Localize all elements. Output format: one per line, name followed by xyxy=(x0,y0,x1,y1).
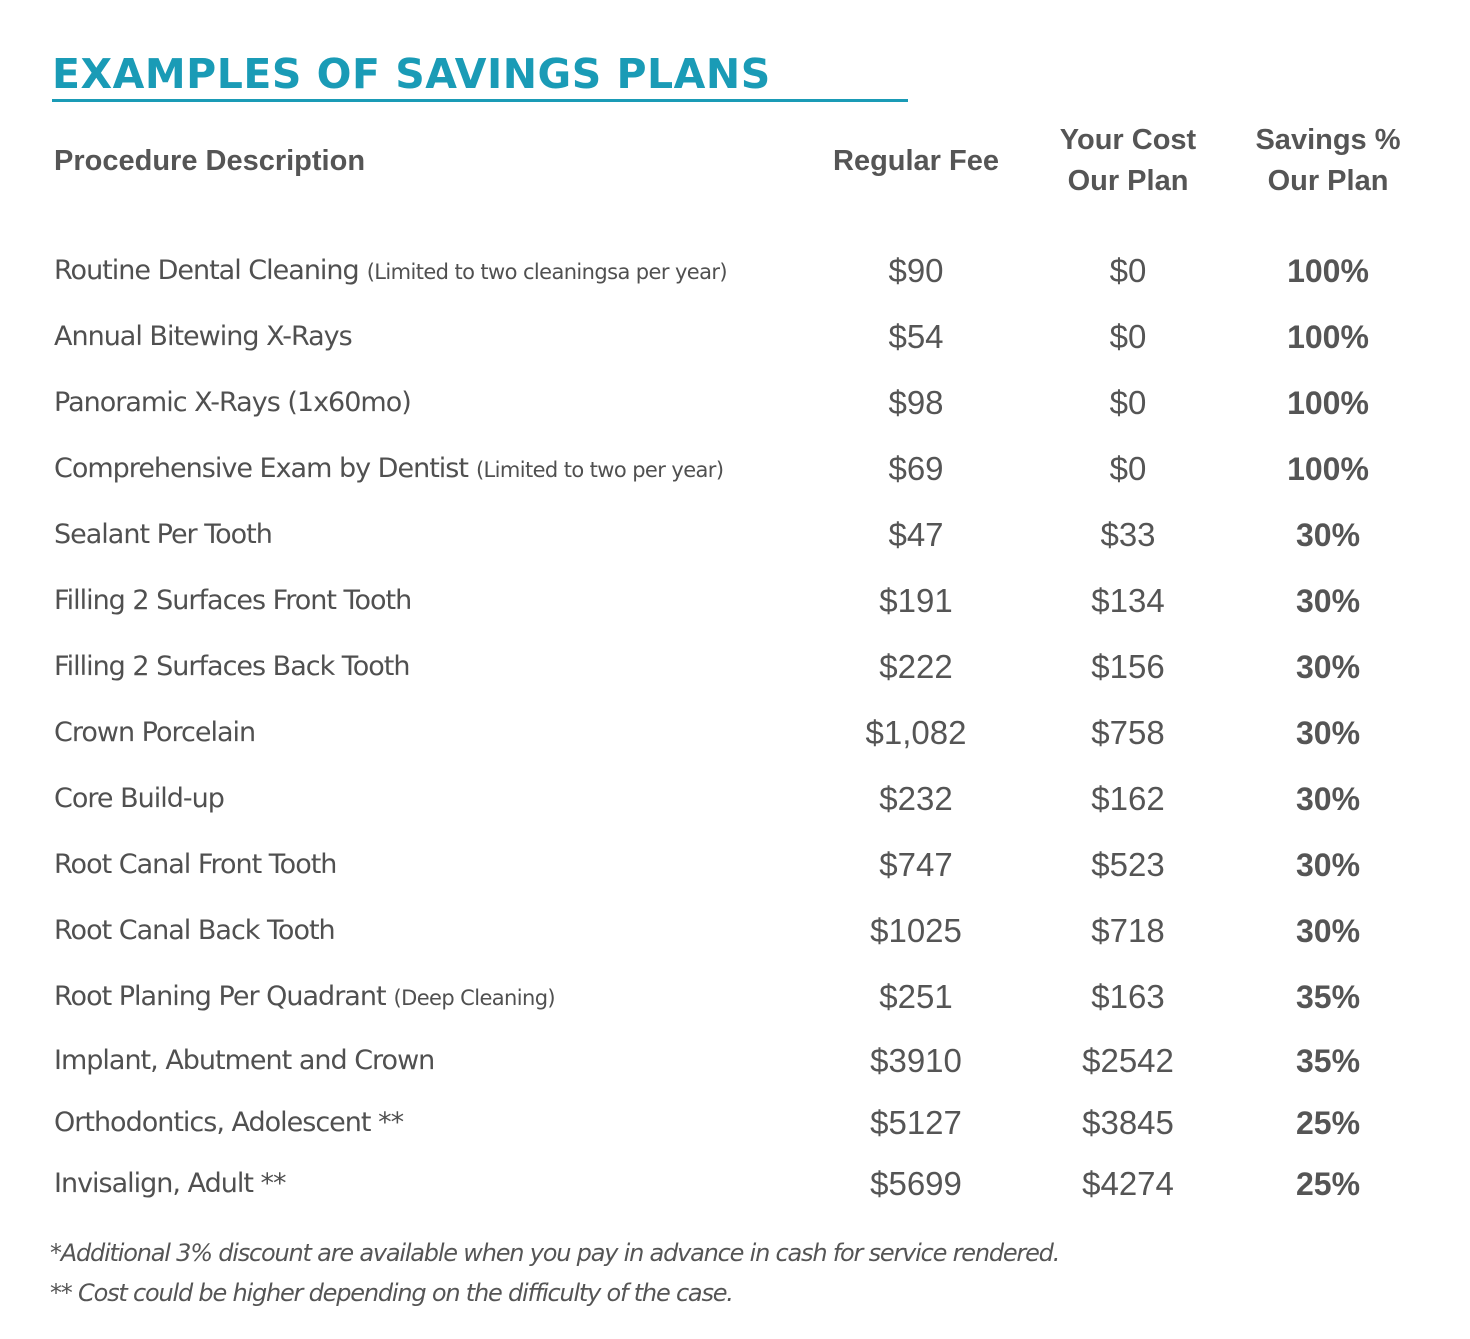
savings-cell: 100% xyxy=(1287,253,1369,289)
regular-fee-cell: $747 xyxy=(879,846,953,883)
savings-cell: 30% xyxy=(1295,649,1361,685)
your-cost-cell: $2542 xyxy=(1082,1042,1174,1079)
table-row xyxy=(0,436,1470,502)
procedure-note: (Deep Cleaning) xyxy=(393,986,556,1010)
procedure-cell xyxy=(54,634,417,700)
procedure-note: (Limited to two per year) xyxy=(475,458,724,482)
regular-fee-cell: $47 xyxy=(888,516,944,553)
procedure-name: Implant, Abutment and Crown xyxy=(54,1045,435,1076)
regular-fee-cell: $98 xyxy=(888,384,944,421)
table-row xyxy=(0,304,1470,370)
savings-cell: 30% xyxy=(1295,913,1361,949)
procedure-name: Filling 2 Surfaces Front Tooth xyxy=(54,585,412,616)
procedure-name: Core Build-up xyxy=(54,783,224,814)
savings-cell: 30% xyxy=(1295,781,1361,817)
procedure-cell xyxy=(54,832,344,898)
table-row xyxy=(0,1154,1470,1214)
procedure-name: Sealant Per Tooth xyxy=(54,519,272,550)
your-cost-cell: $0 xyxy=(1109,450,1147,487)
your-cost-cell: $0 xyxy=(1109,252,1147,289)
procedure-cell xyxy=(54,766,232,832)
regular-fee-cell: $232 xyxy=(879,780,953,817)
savings-cell: 100% xyxy=(1287,451,1369,487)
procedure-name: Filling 2 Surfaces Back Tooth xyxy=(54,651,410,682)
regular-fee-cell: $5127 xyxy=(870,1104,962,1141)
procedure-cell xyxy=(54,898,343,964)
regular-fee-cell: $191 xyxy=(879,582,953,619)
footnote-cost: ** Cost could be higher depending on the difficulty of the case. xyxy=(50,1279,733,1307)
savings-cell: 35% xyxy=(1295,1043,1361,1079)
regular-fee-cell: $54 xyxy=(888,318,944,355)
table-row xyxy=(0,238,1470,304)
procedure-cell xyxy=(54,1092,411,1154)
procedure-cell xyxy=(54,1030,442,1092)
procedure-name: Root Planing Per Quadrant xyxy=(54,981,386,1012)
regular-fee-cell: $3910 xyxy=(870,1042,962,1079)
savings-cell: 35% xyxy=(1295,979,1361,1015)
your-cost-cell: $134 xyxy=(1091,582,1165,619)
your-cost-cell: $163 xyxy=(1091,978,1165,1015)
procedure-name: Routine Dental Cleaning xyxy=(54,255,359,286)
header-savings-line2: Our Plan xyxy=(1267,165,1389,197)
title-underline xyxy=(52,99,908,102)
procedure-cell xyxy=(54,700,263,766)
regular-fee-cell: $251 xyxy=(879,978,953,1015)
page-title: EXAMPLES OF SAVINGS PLANS xyxy=(52,50,771,98)
savings-cell: 100% xyxy=(1287,385,1369,421)
header-your-cost-line2: Our Plan xyxy=(1067,165,1189,197)
procedure-cell xyxy=(54,1154,294,1214)
regular-fee-cell: $222 xyxy=(879,648,953,685)
your-cost-cell: $718 xyxy=(1091,912,1165,949)
header-savings xyxy=(1218,120,1438,202)
procedure-note: (Limited to two cleaningsa per year) xyxy=(366,260,727,284)
procedure-name: Orthodontics, Adolescent ** xyxy=(54,1107,404,1138)
table-row xyxy=(0,1030,1470,1092)
procedure-cell xyxy=(54,964,555,1030)
footnote-discount: *Additional 3% discount are available when you pay in advance in cash for service rendered. xyxy=(50,1239,1060,1267)
regular-fee-cell: $90 xyxy=(888,252,944,289)
header-savings-line1: Savings % xyxy=(1255,124,1401,156)
procedure-name: Root Canal Back Tooth xyxy=(54,915,335,946)
procedure-name: Comprehensive Exam by Dentist xyxy=(54,453,468,484)
header-your-cost xyxy=(1018,120,1238,202)
savings-cell: 30% xyxy=(1295,583,1361,619)
regular-fee-cell: $1,082 xyxy=(865,714,967,751)
regular-fee-cell: $69 xyxy=(888,450,944,487)
table-row xyxy=(0,898,1470,964)
table-row xyxy=(0,502,1470,568)
your-cost-cell: $523 xyxy=(1091,846,1165,883)
savings-cell: 30% xyxy=(1295,517,1361,553)
your-cost-cell: $3845 xyxy=(1082,1104,1174,1141)
procedure-cell xyxy=(54,568,419,634)
table-row xyxy=(0,766,1470,832)
procedure-name: Root Canal Front Tooth xyxy=(54,849,337,880)
procedure-cell xyxy=(54,502,280,568)
your-cost-cell: $162 xyxy=(1091,780,1165,817)
table-row xyxy=(0,832,1470,898)
savings-cell: 30% xyxy=(1295,847,1361,883)
your-cost-cell: $0 xyxy=(1109,384,1147,421)
table-row xyxy=(0,634,1470,700)
your-cost-cell: $758 xyxy=(1091,714,1165,751)
savings-cell: 25% xyxy=(1295,1166,1361,1202)
procedure-cell xyxy=(54,238,727,304)
table-row xyxy=(0,1092,1470,1154)
your-cost-cell: $4274 xyxy=(1082,1165,1174,1202)
procedure-cell xyxy=(54,436,723,502)
procedure-name: Crown Porcelain xyxy=(54,717,256,748)
procedure-name: Annual Bitewing X-Rays xyxy=(54,321,352,352)
procedure-cell xyxy=(54,370,419,436)
your-cost-cell: $33 xyxy=(1100,516,1156,553)
savings-cell: 30% xyxy=(1295,715,1361,751)
header-your-cost-line1: Your Cost xyxy=(1059,124,1197,156)
table-row xyxy=(0,964,1470,1030)
header-regular-fee: Regular Fee xyxy=(833,145,999,177)
table-row xyxy=(0,700,1470,766)
your-cost-cell: $0 xyxy=(1109,318,1147,355)
savings-cell: 100% xyxy=(1287,319,1369,355)
header-procedure-description: Procedure Description xyxy=(54,145,366,177)
savings-table xyxy=(0,238,1470,1214)
regular-fee-cell: $1025 xyxy=(870,912,962,949)
your-cost-cell: $156 xyxy=(1091,648,1165,685)
table-row xyxy=(0,568,1470,634)
procedure-name: Invisalign, Adult ** xyxy=(54,1168,286,1199)
table-row xyxy=(0,370,1470,436)
procedure-cell xyxy=(54,304,360,370)
savings-cell: 25% xyxy=(1295,1105,1361,1141)
procedure-name: Panoramic X-Rays (1x60mo) xyxy=(54,387,411,418)
regular-fee-cell: $5699 xyxy=(870,1165,962,1202)
